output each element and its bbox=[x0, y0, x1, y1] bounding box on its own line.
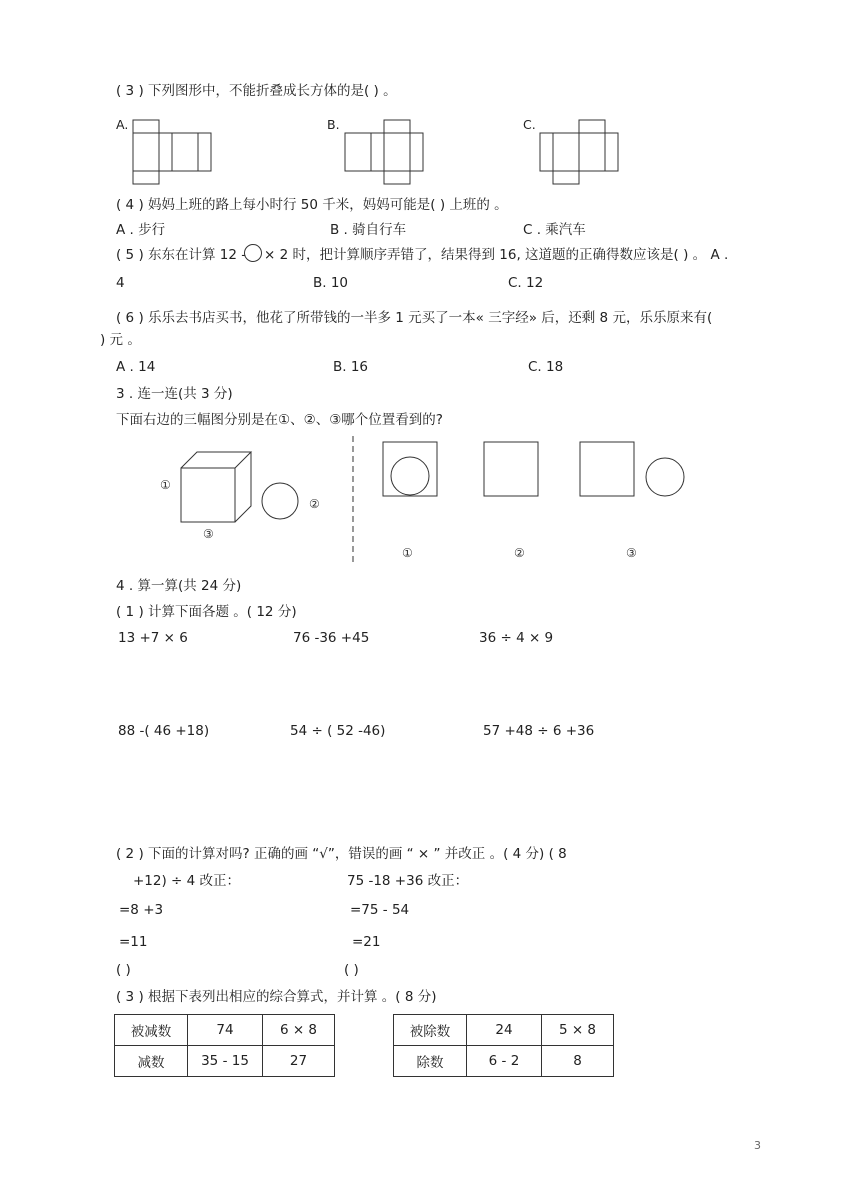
section3-prompt: 下面右边的三幅图分别是在①、②、③哪个位置看到的? bbox=[116, 412, 443, 428]
part3-title: ( 3 ) 根据下表列出相应的综合算式，并计算 。( 8 分) bbox=[116, 989, 437, 1005]
table-cell: 6 - 2 bbox=[467, 1046, 542, 1077]
q4-stem: ( 4 ) 妈妈上班的路上每小时行 50 千米，妈妈可能是( ) 上班的 。 bbox=[116, 197, 508, 213]
subtraction-table bbox=[114, 1014, 335, 1077]
q5-stem-before: ( 5 ) 东东在计算 12 - bbox=[116, 247, 247, 263]
check-right-line1: 75 -18 +36 改正： bbox=[347, 873, 469, 889]
table-cell: 24 bbox=[467, 1015, 542, 1046]
q3-option-a-label: A. bbox=[116, 117, 129, 132]
q3-stem: ( 3 ) 下列图形中，不能折叠成长方体的是( ) 。 bbox=[116, 83, 397, 99]
check-left-line1: +12) ÷ 4 改正： bbox=[133, 873, 241, 889]
view-1-square bbox=[383, 442, 437, 496]
net-figure-b bbox=[343, 118, 433, 188]
view-2-square bbox=[484, 442, 538, 496]
q5-stem-after: × 2 时，把计算顺序弄错了，结果得到 16, 这道题的正确得数应该是( ) 。 A . bbox=[264, 247, 729, 263]
calc-1: 13 +7 × 6 bbox=[118, 630, 188, 646]
left-label-3: ③ bbox=[203, 527, 214, 541]
table-cell: 被除数 bbox=[394, 1015, 467, 1046]
cube-front bbox=[181, 468, 235, 522]
table-row bbox=[394, 1046, 614, 1077]
section3-heading: 3 . 连一连(共 3 分) bbox=[116, 386, 233, 402]
cube-side bbox=[235, 452, 251, 522]
views-figure bbox=[150, 436, 710, 566]
cube-top bbox=[181, 452, 251, 468]
page-number: 3 bbox=[754, 1139, 761, 1152]
q3-option-b-label: B. bbox=[327, 117, 340, 132]
section4-heading: 4 . 算一算(共 24 分) bbox=[116, 578, 242, 594]
check-left-line3: =11 bbox=[119, 934, 148, 950]
table-row bbox=[394, 1015, 614, 1046]
right-label-1: ① bbox=[402, 546, 413, 560]
calc-2: 76 -36 +45 bbox=[293, 630, 370, 646]
q4-option-b: B . 骑自行车 bbox=[330, 222, 407, 238]
table-row bbox=[115, 1015, 335, 1046]
check-left-line2: =8 +3 bbox=[119, 902, 164, 918]
table-cell: 5 × 8 bbox=[542, 1015, 614, 1046]
calc-6: 57 +48 ÷ 6 +36 bbox=[483, 723, 595, 739]
left-label-1: ① bbox=[160, 478, 171, 492]
q6-option-a: A . 14 bbox=[116, 359, 156, 375]
table-row bbox=[115, 1046, 335, 1077]
check-right-answer: ( ) bbox=[344, 962, 359, 978]
calc-5: 54 ÷ ( 52 -46) bbox=[290, 723, 386, 739]
table-cell: 74 bbox=[188, 1015, 263, 1046]
calc-4: 88 -( 46 +18) bbox=[118, 723, 210, 739]
table-cell: 被减数 bbox=[115, 1015, 188, 1046]
blank-circle-icon bbox=[242, 243, 264, 265]
q5-option-b: B. 10 bbox=[313, 275, 349, 291]
part1-title: ( 1 ) 计算下面各题 。( 12 分) bbox=[116, 604, 297, 620]
q5-option-a-value: 4 bbox=[116, 275, 125, 291]
view-1-circle bbox=[391, 457, 429, 495]
check-right-line2: =75 - 54 bbox=[350, 902, 410, 918]
table-cell: 除数 bbox=[394, 1046, 467, 1077]
table-cell: 减数 bbox=[115, 1046, 188, 1077]
q4-option-c: C . 乘汽车 bbox=[523, 222, 586, 238]
check-right-line3: =21 bbox=[352, 934, 381, 950]
calc-3: 36 ÷ 4 × 9 bbox=[479, 630, 554, 646]
right-label-2: ② bbox=[514, 546, 525, 560]
view-3-square bbox=[580, 442, 634, 496]
q5-option-c: C. 12 bbox=[508, 275, 544, 291]
part2-title: ( 2 ) 下面的计算对吗? 正确的画 “√”，错误的画 “ × ” 并改正 。( 4 分) ( 8 bbox=[116, 846, 567, 862]
q6-stem-line2: ) 元 。 bbox=[100, 332, 141, 348]
ball bbox=[262, 483, 298, 519]
division-table bbox=[393, 1014, 614, 1077]
q6-option-b: B. 16 bbox=[333, 359, 369, 375]
left-label-2: ② bbox=[309, 497, 320, 511]
table-cell: 35 - 15 bbox=[188, 1046, 263, 1077]
q6-option-c: C. 18 bbox=[528, 359, 564, 375]
table-cell: 8 bbox=[542, 1046, 614, 1077]
q6-stem-line1: ( 6 ) 乐乐去书店买书，他花了所带钱的一半多 1 元买了一本« 三字经» 后，还剩 8 元，乐乐原来有( bbox=[116, 310, 713, 326]
right-label-3: ③ bbox=[626, 546, 637, 560]
q3-option-c-label: C. bbox=[523, 117, 536, 132]
table-cell: 27 bbox=[263, 1046, 335, 1077]
net-figure-a bbox=[130, 118, 220, 188]
check-left-answer: ( ) bbox=[116, 962, 131, 978]
table-cell: 6 × 8 bbox=[263, 1015, 335, 1046]
q4-option-a: A . 步行 bbox=[116, 222, 166, 238]
net-figure-c bbox=[538, 118, 628, 188]
view-3-circle bbox=[646, 458, 684, 496]
